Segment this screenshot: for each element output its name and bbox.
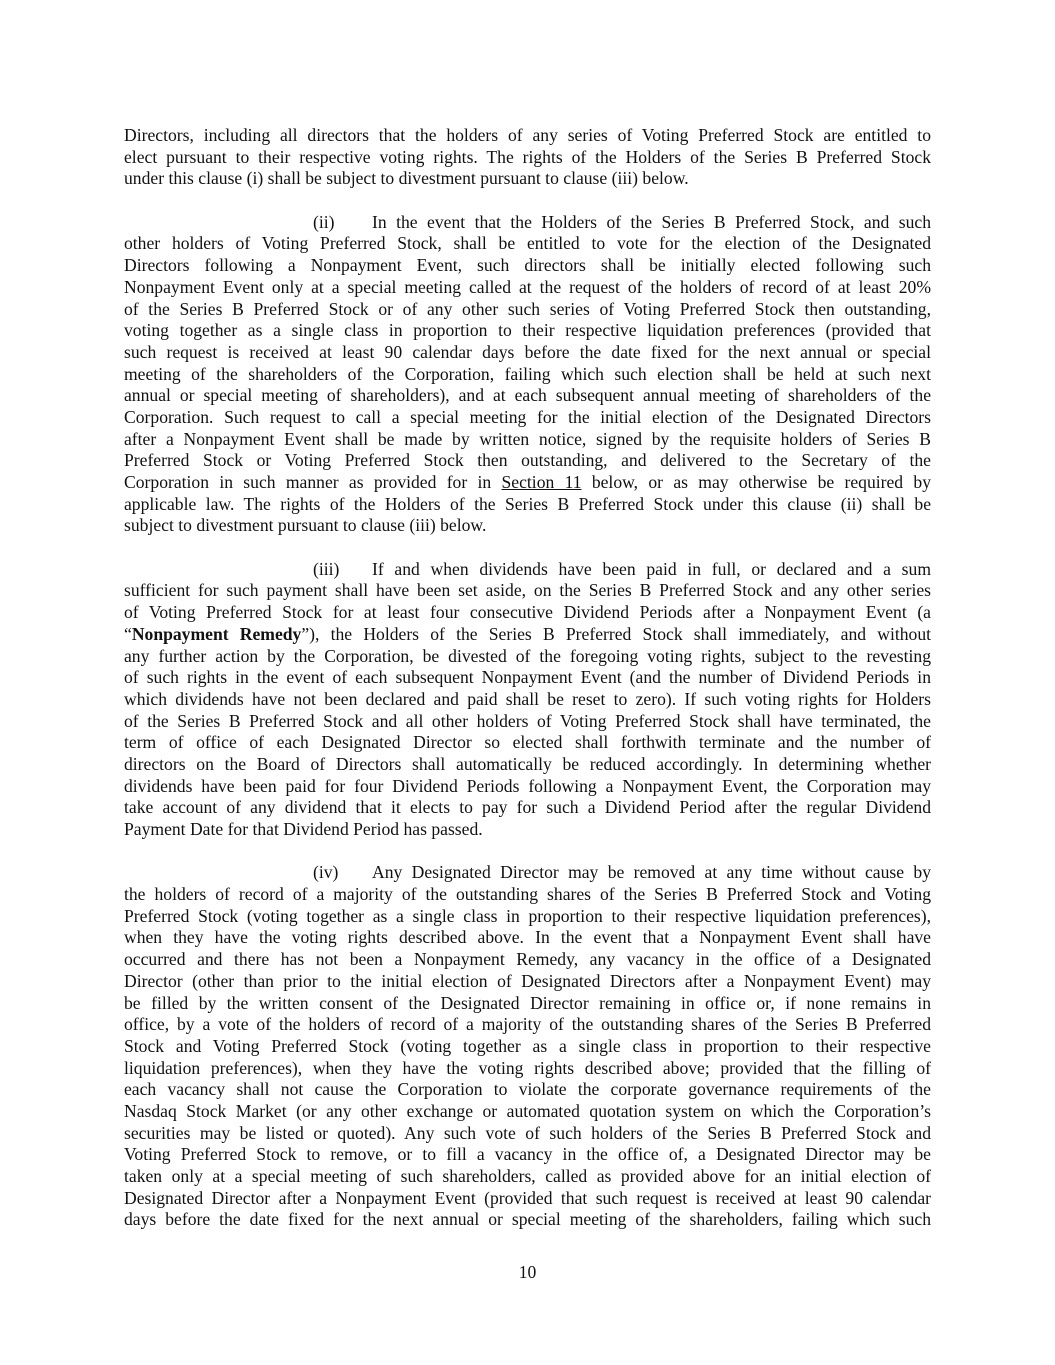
- text-segment: annual or special meeting of shareholders), and at each subsequent annual meeting of shareholders of the: [124, 385, 931, 406]
- paragraph: [124, 559, 931, 841]
- text-line: [124, 711, 931, 733]
- text-segment: of such rights in the event of each subsequent Nonpayment Event (and the number of Dividend Periods in: [124, 667, 931, 688]
- text-segment: liquidation preferences), when they have the voting rights described above; provided that the filling of: [124, 1057, 931, 1078]
- text-segment: occurred and there has not been a Nonpayment Remedy, any vacancy in the office of a Designated: [124, 949, 931, 970]
- text-line: [124, 949, 931, 971]
- text-line: [124, 646, 931, 668]
- text-segment: such request is received at least 90 calendar days before the date fixed for the next annual or special: [124, 341, 931, 362]
- text-segment: any further action by the Corporation, be divested of the foregoing voting rights, subject to the revesting: [124, 645, 931, 666]
- text-line: [124, 1014, 931, 1036]
- text-line: [124, 667, 931, 689]
- paragraph: [124, 212, 931, 537]
- text-segment: Stock and Voting Preferred Stock (voting together as a single class in proportion to their respective: [124, 1035, 931, 1056]
- text-segment: other holders of Voting Preferred Stock, shall be entitled to vote for the election of the Designated: [124, 233, 931, 254]
- text-line: [124, 385, 931, 407]
- text-segment: Voting Preferred Stock to remove, or to fill a vacancy in the office of, a Designated Director may be: [124, 1144, 931, 1165]
- text-segment: Directors following a Nonpayment Event, such directors shall be initially elected following such: [124, 255, 931, 276]
- clause-label: (iv): [313, 862, 339, 883]
- text-line: [124, 1036, 931, 1058]
- text-line: [124, 1058, 931, 1080]
- text-line: [124, 320, 931, 342]
- paragraph: [124, 125, 931, 190]
- text-segment: elect pursuant to their respective voting rights. The rights of the Holders of the Series B Preferred Stock: [124, 146, 931, 167]
- text-segment: of the Series B Preferred Stock and all other holders of Voting Preferred Stock shall have terminated, the: [124, 710, 931, 731]
- text-line: [124, 212, 931, 234]
- text-line: [124, 125, 931, 147]
- text-line: [124, 299, 931, 321]
- text-segment: Directors, including all directors that the holders of any series of Voting Preferred Stock are entitled to: [124, 125, 931, 145]
- text-segment: Payment Date for that Dividend Period has passed.: [124, 819, 483, 839]
- text-segment: In the event that the Holders of the Series B Preferred Stock, and such: [372, 211, 931, 232]
- text-line: [124, 602, 931, 624]
- text-line: [124, 732, 931, 754]
- text-line: [124, 450, 931, 472]
- text-segment: subject to divestment pursuant to clause (iii) below.: [124, 515, 487, 536]
- text-segment: take account of any dividend that it elects to pay for such a Dividend Period after the regular Dividend: [124, 797, 931, 818]
- text-line: [124, 364, 931, 386]
- text-line: [124, 515, 931, 537]
- text-line: [124, 147, 931, 169]
- section-reference-link[interactable]: Section 11: [501, 472, 582, 492]
- text-line: [124, 580, 931, 602]
- text-segment: after a Nonpayment Event shall be made by written notice, signed by the requisite holders of Series B: [124, 428, 931, 449]
- text-segment: under this clause (i) shall be subject to divestment pursuant to clause (iii) below.: [124, 168, 689, 189]
- text-line: [124, 277, 931, 299]
- text-segment: “: [124, 623, 132, 644]
- paragraph: [124, 862, 931, 1231]
- text-line: [124, 1144, 931, 1166]
- text-segment: office, by a vote of the holders of record of a majority of the outstanding shares of the Series B Preferred: [124, 1014, 931, 1035]
- text-line: [124, 1101, 931, 1123]
- text-segment: Nasdaq Stock Market (or any other exchange or automated quotation system on which the Corporation’s: [124, 1100, 931, 1121]
- text-segment: Any Designated Director may be removed at any time without cause by: [372, 862, 931, 883]
- text-line: [124, 1209, 931, 1231]
- text-segment: the holders of record of a majority of the outstanding shares of the Series B Preferred Stock and Voting: [124, 884, 931, 905]
- text-segment: Corporation in such manner as provided for in: [124, 472, 502, 492]
- text-line: [124, 819, 931, 841]
- text-segment: of Voting Preferred Stock for at least four consecutive Dividend Periods after a Nonpayment Event (a: [124, 602, 931, 623]
- text-segment: voting together as a single class in proportion to their respective liquidation preferences (provided that: [124, 320, 931, 341]
- text-segment: directors on the Board of Directors shall automatically be reduced accordingly. In determining whether: [124, 753, 931, 774]
- text-line: [124, 1188, 931, 1210]
- text-line: [124, 754, 931, 776]
- clause-label: (ii): [313, 211, 335, 232]
- clause-label: (iii): [313, 558, 340, 579]
- text-segment: days before the date fixed for the next annual or special meeting of the shareholders, failing which such: [124, 1209, 931, 1230]
- text-segment: term of office of each Designated Director so elected shall forthwith terminate and the number of: [124, 732, 931, 753]
- text-line: [124, 559, 931, 581]
- text-segment: Corporation. Such request to call a special meeting for the initial election of the Designated Directors: [124, 406, 931, 427]
- text-line: [124, 689, 931, 711]
- text-line: [124, 429, 931, 451]
- text-segment: ”), the Holders of the Series B Preferred Stock shall immediately, and without: [301, 623, 931, 644]
- text-line: [124, 255, 931, 277]
- text-line: [124, 624, 931, 646]
- text-line: [124, 1079, 931, 1101]
- text-segment: applicable law. The rights of the Holders of the Series B Preferred Stock under this clause (ii) shall be: [124, 493, 931, 514]
- text-segment: be filled by the written consent of the Designated Director remaining in office or, if none remains in: [124, 992, 931, 1013]
- text-line: [124, 168, 931, 190]
- text-segment: Preferred Stock (voting together as a single class in proportion to their respective liquidation preferences),: [124, 905, 931, 926]
- text-segment: meeting of the shareholders of the Corporation, failing which such election shall be held at such next: [124, 363, 931, 384]
- text-segment: Nonpayment Event only at a special meeting called at the request of the holders of record of at least 20%: [124, 276, 931, 297]
- text-segment: securities may be listed or quoted). Any such vote of such holders of the Series B Preferred Stock and: [124, 1122, 931, 1143]
- text-segment: Designated Director after a Nonpayment Event (provided that such request is received at least 90 calendar: [124, 1187, 931, 1208]
- page-number: 10: [518, 1262, 537, 1282]
- text-line: [124, 1123, 931, 1145]
- text-line: [124, 884, 931, 906]
- text-line: [124, 927, 931, 949]
- text-segment: Preferred Stock or Voting Preferred Stock then outstanding, and delivered to the Secretary of the: [124, 450, 931, 471]
- text-segment: below, or as may otherwise be required by: [581, 472, 931, 492]
- text-line: [124, 776, 931, 798]
- text-line: [124, 472, 931, 494]
- text-segment: sufficient for such payment shall have been set aside, on the Series B Preferred Stock and any other series: [124, 580, 931, 601]
- text-segment: dividends have been paid for four Dividend Periods following a Nonpayment Event, the Corporation may: [124, 775, 931, 796]
- text-line: [124, 1166, 931, 1188]
- text-line: [124, 342, 931, 364]
- text-segment: which dividends have not been declared and paid shall be reset to zero). If such voting rights for Holders: [124, 688, 931, 709]
- text-segment: when they have the voting rights described above. In the event that a Nonpayment Event shall have: [124, 927, 931, 948]
- text-line: [124, 494, 931, 516]
- text-segment: Director (other than prior to the initial election of Designated Directors after a Nonpayment Event) may: [124, 970, 931, 991]
- text-segment: If and when dividends have been paid in full, or declared and a sum: [372, 558, 931, 579]
- text-line: [124, 906, 931, 928]
- text-line: [124, 797, 931, 819]
- text-segment: of the Series B Preferred Stock or of any other such series of Voting Preferred Stock then outstanding,: [124, 298, 931, 319]
- text-segment: taken only at a special meeting of such shareholders, called as provided above for an initial election of: [124, 1166, 931, 1186]
- text-line: [124, 407, 931, 429]
- document-body: [124, 125, 931, 1253]
- text-line: [124, 971, 931, 993]
- defined-term: Nonpayment Remedy: [131, 623, 302, 644]
- text-line: [124, 993, 931, 1015]
- text-line: [124, 862, 931, 884]
- text-line: [124, 233, 931, 255]
- text-segment: each vacancy shall not cause the Corporation to violate the corporate governance requirements of the: [124, 1079, 931, 1100]
